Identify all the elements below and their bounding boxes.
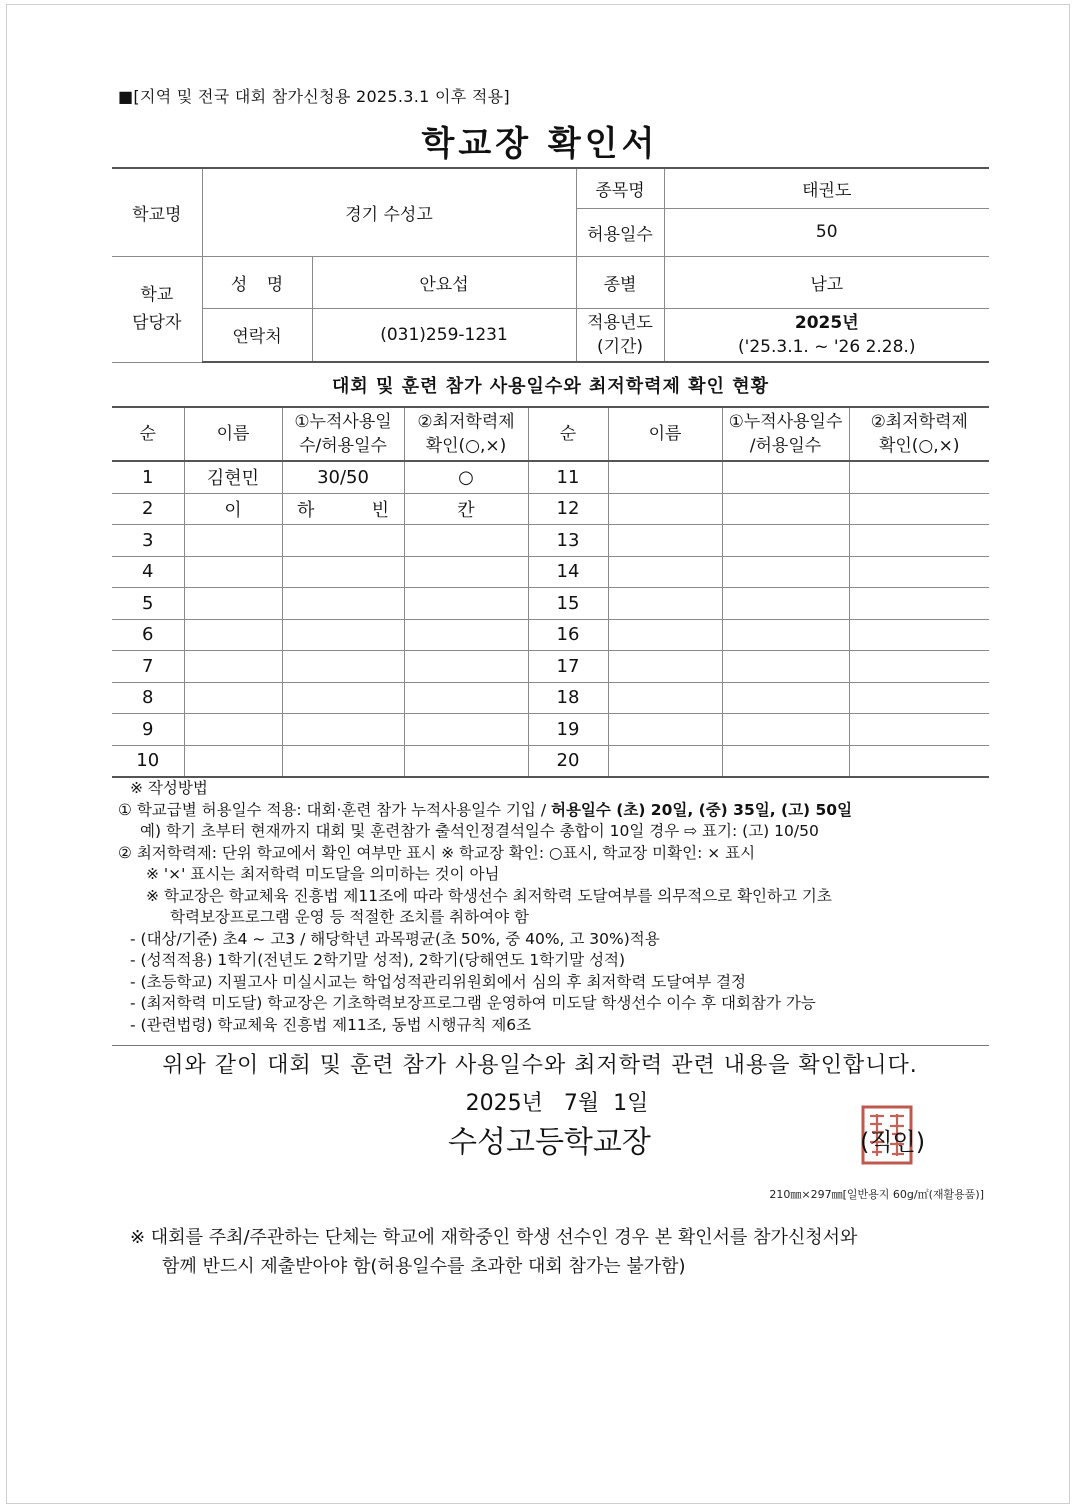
year-label: [576, 308, 664, 362]
header-name-right: 이름: [608, 407, 722, 461]
row-check: [404, 651, 528, 683]
note-target-criteria: - (대상/기준) 초4 ~ 고3 / 해당학년 과목평균(초 50%, 중 40%, 고 30%)적용: [130, 929, 660, 948]
row-no: 9: [112, 714, 184, 746]
row-name-right: [608, 651, 722, 683]
header-name-left: 이름: [184, 407, 282, 461]
row-days: [282, 556, 404, 588]
note-allowed-days-limits: 허용일수 (초) 20일, (중) 35일, (고) 50일: [550, 800, 853, 819]
row-name-right: [608, 493, 722, 525]
school-name-value: 경기 수성고: [202, 168, 576, 256]
row-name-right: [608, 556, 722, 588]
table-row: [112, 619, 989, 651]
table-row: [112, 588, 989, 620]
year-label-line2: (기간): [596, 336, 644, 357]
row-days-right: [722, 651, 849, 683]
header-no-right: 순: [528, 407, 608, 461]
row-no: 4: [112, 556, 184, 588]
header-academic-left-line2: 확인(○,×): [425, 436, 507, 456]
school-info-table: [112, 167, 989, 363]
notes-heading: ※ 작성방법: [130, 779, 208, 797]
note-principal-duty-cont: 학력보장프로그램 운영 등 적절한 조치를 취하여야 함: [170, 908, 529, 926]
row-days: [282, 745, 404, 777]
note-example: 예) 학기 초부터 현재까지 대회 및 훈련참가 출석인정결석일수 총합이 10일 경우 ⇨ 표기: (고) 10/50: [140, 822, 819, 840]
row-check: 칸: [404, 493, 528, 525]
manager-label-line1: 학교: [140, 285, 174, 305]
school-manager-label: [112, 256, 202, 362]
row-no: 3: [112, 525, 184, 557]
table-row: [112, 525, 989, 557]
header-academic-right-line1: ②최저학력제: [870, 412, 968, 432]
row-check-right: [849, 651, 989, 683]
row-no-right: 17: [528, 651, 608, 683]
row-name-right: [608, 588, 722, 620]
row-name: [184, 619, 282, 651]
paper-size-note: 210㎜×297㎜[일반용지 60g/㎡(재활용품)]: [769, 1188, 984, 1201]
table-row: [112, 493, 989, 525]
row-days: 30/50: [282, 461, 404, 493]
header-no-left: 순: [112, 407, 184, 461]
row-no: 5: [112, 588, 184, 620]
header-academic-right: [849, 407, 989, 461]
row-check: [404, 588, 528, 620]
participation-status-table: [112, 406, 989, 778]
row-days: [282, 714, 404, 746]
row-days: [282, 651, 404, 683]
applied-period: ('25.3.1. ~ '26 2.28.): [738, 336, 916, 357]
row-days: [282, 619, 404, 651]
header-academic-left-line1: ②최저학력제: [417, 412, 515, 432]
row-check-right: [849, 556, 989, 588]
row-check-right: [849, 588, 989, 620]
row-check-right: [849, 619, 989, 651]
row-no-right: 18: [528, 682, 608, 714]
row-no-right: 11: [528, 461, 608, 493]
footnote-line1: ※ 대회를 주최/주관하는 단체는 학교에 재학중인 학생 선수인 경우 본 확인서를 참가신청서와: [130, 1227, 858, 1248]
category-label: 종별: [576, 256, 664, 308]
row-name: [184, 556, 282, 588]
header-days-right-line1: ①누적사용일수: [728, 412, 843, 432]
row-check-right: [849, 525, 989, 557]
principal-signature: 수성고등학교장: [448, 1125, 651, 1160]
note-allowed-days-text: ① 학교급별 허용일수 적용: 대회·훈련 참가 누적사용일수 기입 /: [118, 800, 551, 819]
row-no-right: 16: [528, 619, 608, 651]
note-elementary: - (초등학교) 지필고사 미실시교는 학업성적관리위원회에서 심의 후 최저학력 도달여부 결정: [130, 972, 747, 991]
applied-year: 2025년: [794, 312, 859, 333]
table-row: [112, 461, 989, 493]
row-days-right: [722, 682, 849, 714]
row-name: [184, 588, 282, 620]
row-name: [184, 714, 282, 746]
row-no: 6: [112, 619, 184, 651]
note-principal-duty: ※ 학교장은 학교체육 진흥법 제11조에 따라 학생선수 최저학력 도달여부를 의무적으로 확인하고 기초: [146, 886, 832, 905]
document-title: 학교장 확인서: [421, 124, 659, 164]
row-name: [184, 682, 282, 714]
row-check: [404, 745, 528, 777]
row-no: 1: [112, 461, 184, 493]
manager-name-value: 안요섭: [312, 256, 576, 308]
row-check-right: [849, 493, 989, 525]
row-check-right: [849, 714, 989, 746]
row-no-right: 20: [528, 745, 608, 777]
row-days: [282, 682, 404, 714]
header-days-right-line2: /허용일수: [749, 436, 822, 456]
note-related-law: - (관련법령) 학교체육 진흥법 제11조, 동법 시행규칙 제6조: [130, 1015, 532, 1034]
row-no-right: 12: [528, 493, 608, 525]
row-days: [282, 588, 404, 620]
row-days-right: [722, 714, 849, 746]
header-days-left: [282, 407, 404, 461]
row-name-right: [608, 682, 722, 714]
header-days-left-line1: ①누적사용일: [294, 412, 392, 432]
sport-label: 종목명: [576, 168, 664, 208]
year-value: [664, 308, 989, 362]
table-row: [112, 651, 989, 683]
row-days-right: [722, 619, 849, 651]
seal-label: (직인): [860, 1128, 926, 1156]
row-days: [282, 525, 404, 557]
header-academic-left: [404, 407, 528, 461]
header-days-right: [722, 407, 849, 461]
year-label-line1: 적용년도: [587, 312, 653, 333]
row-no-right: 14: [528, 556, 608, 588]
row-check: [404, 682, 528, 714]
note-minimum-academic: ② 최저학력제: 단위 학교에서 확인 여부만 표시 ※ 학교장 확인: ○표시, 학교장 미확인: × 표시: [118, 843, 756, 862]
row-name: 이: [184, 493, 282, 525]
school-name-label: 학교명: [112, 168, 202, 256]
table-row: [112, 714, 989, 746]
header-academic-right-line2: 확인(○,×): [878, 436, 960, 456]
note-allowed-days: [118, 800, 998, 822]
confirmation-statement: 위와 같이 대회 및 훈련 참가 사용일수와 최저학력 관련 내용을 확인합니다.: [162, 1053, 918, 1078]
row-name: [184, 651, 282, 683]
writing-instructions: [118, 778, 998, 1036]
row-days-right: [722, 525, 849, 557]
table-row: [112, 745, 989, 777]
table-row: [112, 556, 989, 588]
row-no-right: 15: [528, 588, 608, 620]
row-name: 김현민: [184, 461, 282, 493]
contact-label: 연락처: [202, 308, 312, 362]
allowed-days-value: 50: [664, 208, 989, 256]
category-value: 남고: [664, 256, 989, 308]
row-no: 10: [112, 745, 184, 777]
row-days-right: [722, 556, 849, 588]
note-grade-application: - (성적적용) 1학기(전년도 2학기말 성적), 2학기(당해연도 1학기말 성적): [130, 951, 626, 969]
row-name-right: [608, 745, 722, 777]
table-row: [112, 682, 989, 714]
row-no: 8: [112, 682, 184, 714]
row-days-right: [722, 493, 849, 525]
row-name-right: [608, 619, 722, 651]
row-check: [404, 714, 528, 746]
sport-value: 태권도: [664, 168, 989, 208]
row-no-right: 13: [528, 525, 608, 557]
row-no: 7: [112, 651, 184, 683]
table-header-row: [112, 407, 989, 461]
form-usage-note: ■[지역 및 전국 대회 참가신청용 2025.3.1 이후 적용]: [118, 87, 510, 106]
note-x-meaning: ※ '×' 표시는 최저학력 미도달을 의미하는 것이 아님: [146, 865, 500, 883]
row-days-right: [722, 461, 849, 493]
footnote-line2: 함께 반드시 제출받아야 함(허용일수를 초과한 대회 참가는 불가함): [162, 1256, 686, 1277]
header-days-left-line2: 수/허용일수: [299, 436, 387, 456]
row-name: [184, 525, 282, 557]
manager-name-label: 성 명: [202, 256, 312, 308]
row-no-right: 19: [528, 714, 608, 746]
contact-value: (031)259-1231: [312, 308, 576, 362]
row-name-right: [608, 525, 722, 557]
section-divider: [112, 1045, 989, 1046]
row-check: [404, 619, 528, 651]
section-title: 대회 및 훈련 참가 사용일수와 최저학력제 확인 현황: [331, 376, 769, 397]
row-name-right: [608, 461, 722, 493]
row-days-right: [722, 588, 849, 620]
submission-footnote: [130, 1223, 857, 1281]
row-days-right: [722, 745, 849, 777]
row-check: ○: [404, 461, 528, 493]
row-check-right: [849, 745, 989, 777]
note-not-reached: - (최저학력 미도달) 학교장은 기초학력보장프로그램 운영하여 미도달 학생선수 이수 후 대회참가 가능: [130, 994, 816, 1012]
manager-label-line2: 담당자: [132, 313, 182, 333]
row-name-right: [608, 714, 722, 746]
row-check: [404, 525, 528, 557]
issue-date: 2025년 7월 1일: [465, 1091, 649, 1116]
allowed-days-label: 허용일수: [576, 208, 664, 256]
row-check: [404, 556, 528, 588]
row-days: 하 빈: [282, 493, 404, 525]
row-no: 2: [112, 493, 184, 525]
row-name: [184, 745, 282, 777]
row-check-right: [849, 461, 989, 493]
row-check-right: [849, 682, 989, 714]
